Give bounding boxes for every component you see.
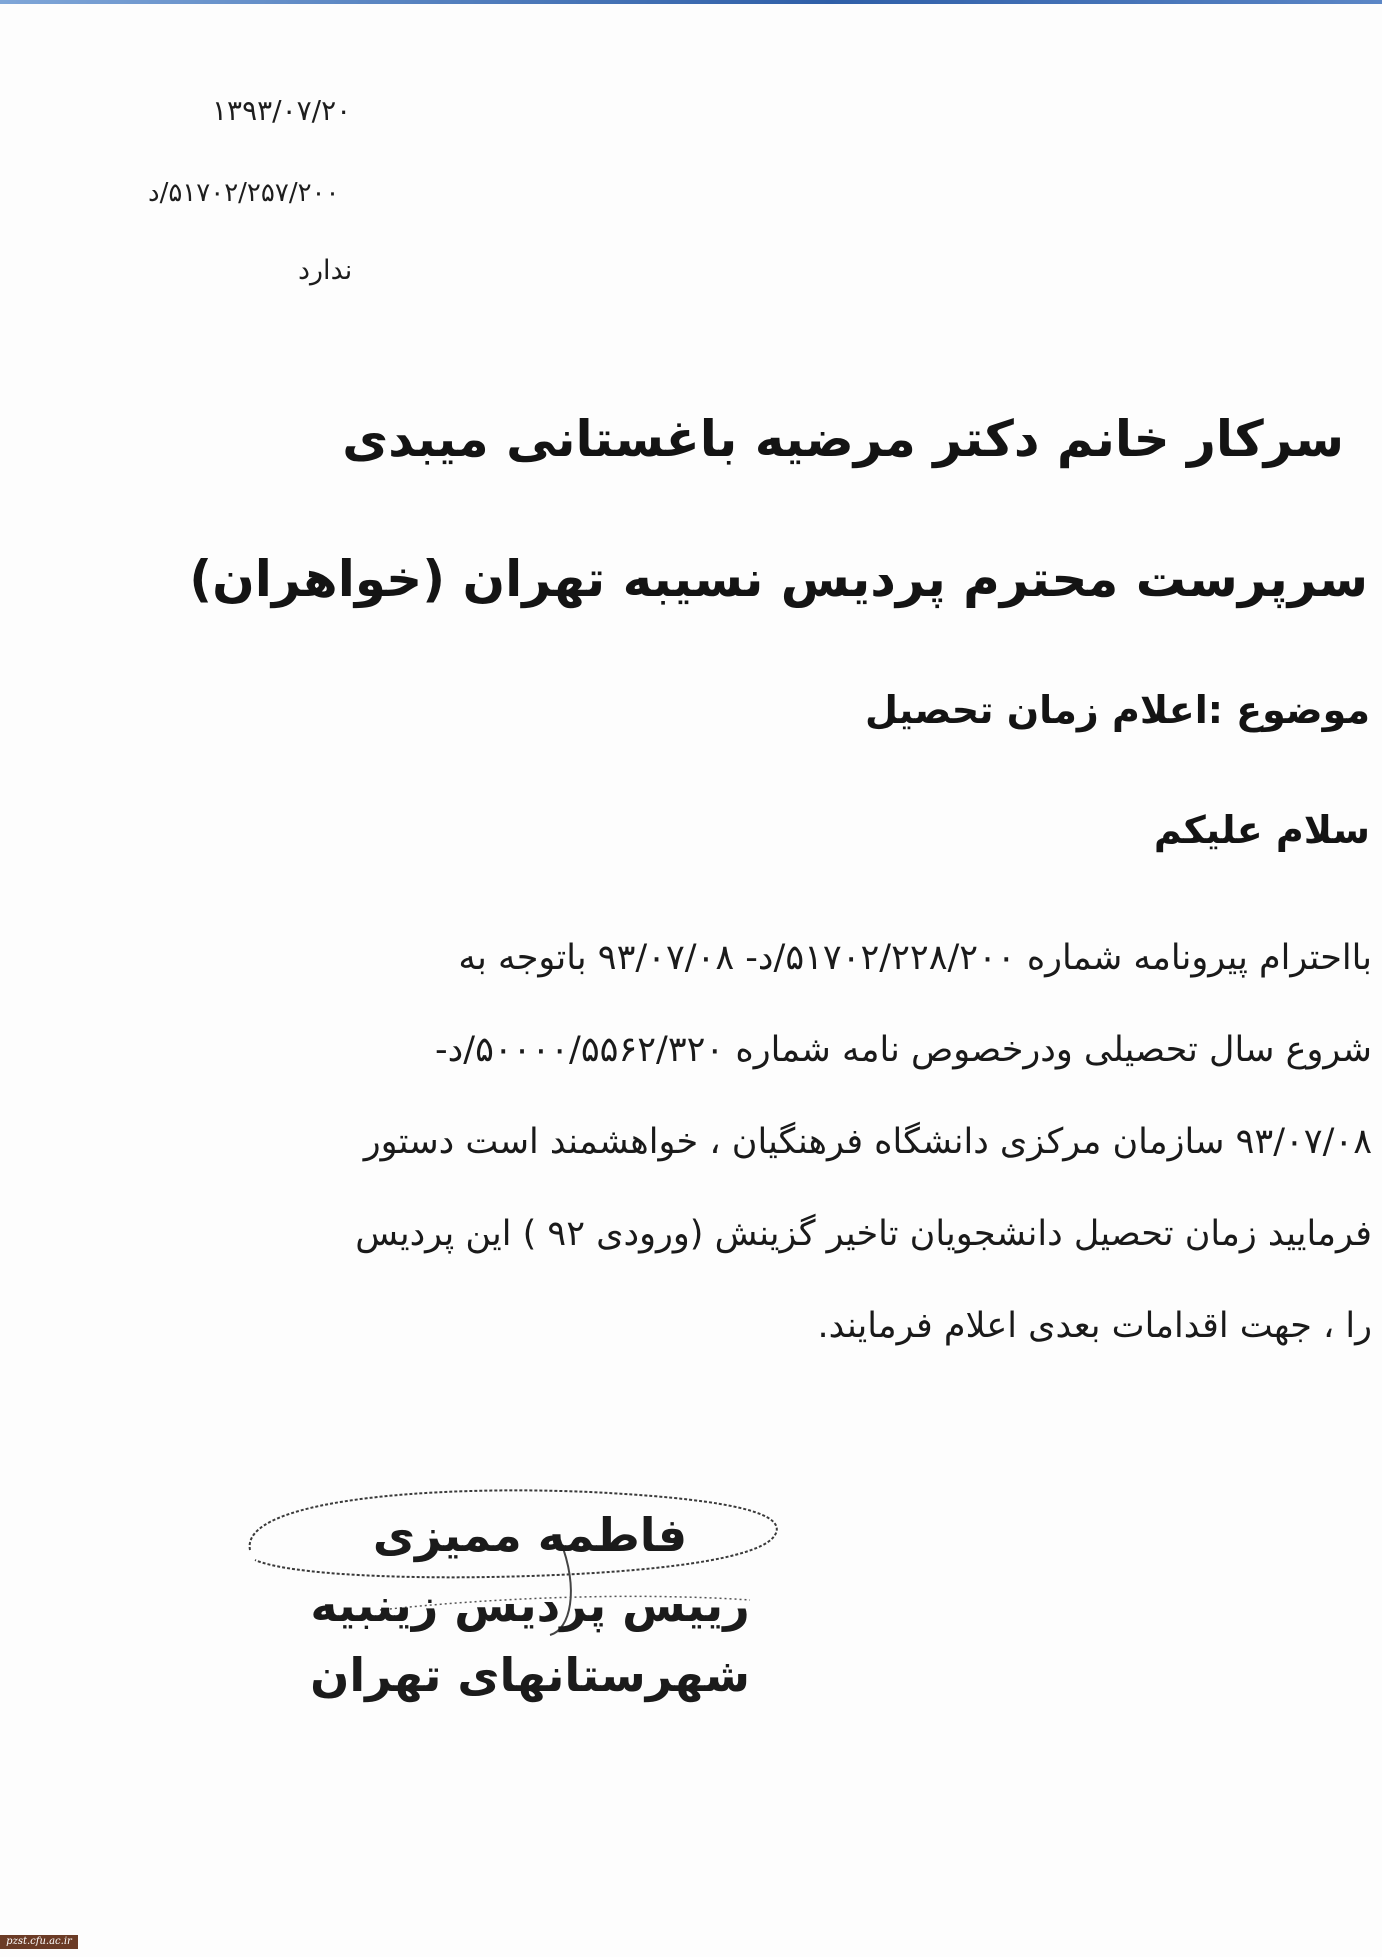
body-line: را ، جهت اقدامات بعدی اعلام فرمایند.: [817, 1306, 1372, 1346]
letter-attachment: ندارد: [298, 255, 353, 286]
body-line: فرمایید زمان تحصیل دانشجویان تاخیر گزینش (ورودی ۹۲ ) این پردیس: [355, 1214, 1372, 1254]
site-footer-badge: pzst.cfu.ac.ir: [0, 1935, 78, 1949]
signer-position: رییس پردیس زینبیه: [310, 1578, 750, 1632]
letter-number: ۵۱۷۰۲/۲۵۷/۲۰۰/د: [148, 178, 340, 208]
letter-greeting: سلام علیکم: [1153, 808, 1370, 852]
body-line: ۹۳/۰۷/۰۸ سازمان مرکزی دانشگاه فرهنگیان ، خواهشمند است دستور: [363, 1122, 1372, 1162]
body-line: بااحترام پیرونامه شماره ۵۱۷۰۲/۲۲۸/۲۰۰/د- ۹۳/۰۷/۰۸ باتوجه به: [458, 938, 1372, 978]
signer-location: شهرستانهای تهران: [310, 1648, 750, 1702]
addressee-title: سرپرست محترم پردیس نسیبه تهران (خواهران): [189, 550, 1368, 608]
signer-name: فاطمه ممیزی: [372, 1508, 688, 1562]
scan-top-edge: [0, 0, 1382, 4]
letter-date: ۱۳۹۳/۰۷/۲۰: [212, 94, 352, 127]
letter-body: [128, 912, 1372, 1372]
signature-block: [300, 1500, 760, 1710]
addressee-name: سرکار خانم دکتر مرضیه باغستانی میبدی: [342, 410, 1344, 468]
body-line: شروع سال تحصیلی ودرخصوص نامه شماره ۵۰۰۰۰/۵۵۶۲/۳۲۰/د-: [435, 1030, 1372, 1070]
letter-subject: موضوع :اعلام زمان تحصیل: [864, 688, 1370, 732]
